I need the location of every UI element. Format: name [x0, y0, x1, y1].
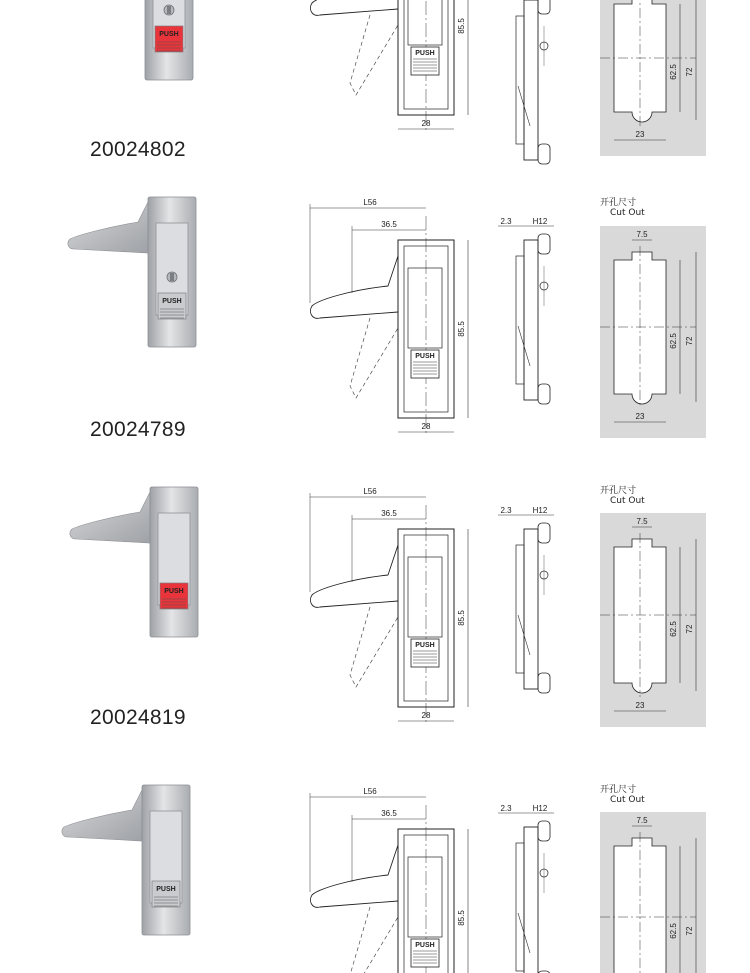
dimension-label: 23 [635, 701, 645, 710]
front-drawing-2 [310, 198, 468, 436]
front-drawing-3 [310, 487, 468, 725]
push-label: PUSH [415, 50, 435, 57]
dimension-label: H12 [532, 506, 548, 515]
dimension-label: 62.5 [669, 621, 678, 637]
keyhole-slot [167, 6, 171, 14]
front-drawing-1 [310, 0, 468, 133]
dimension-label: 2.3 [500, 804, 512, 813]
side-drawing-2 [498, 217, 554, 404]
push-label: PUSH [415, 942, 435, 949]
product-code-1: 20024802 [90, 138, 186, 161]
side-boss-top [538, 0, 550, 14]
side-drawing-3 [498, 506, 554, 693]
front-slot [408, 268, 442, 348]
dimension-label: 85.5 [457, 610, 466, 626]
handle-swing [350, 607, 398, 687]
dimension-label: 85.5 [457, 18, 466, 34]
dimension-label: 2.3 [500, 217, 512, 226]
side-flange [516, 843, 524, 971]
handle-outline [310, 256, 398, 318]
side-boss-top [538, 234, 550, 254]
product-code-3: 20024819 [90, 706, 186, 729]
front-slot [408, 0, 442, 45]
cutout-title-en: Cut Out [610, 795, 645, 805]
dimension-label: 72 [685, 67, 694, 77]
product-photo-2 [68, 197, 196, 347]
dimension-label: 72 [685, 926, 694, 936]
dimension-label: L56 [363, 787, 377, 796]
dimension-label: H12 [532, 804, 548, 813]
side-body [524, 529, 538, 689]
cutout-title-en: Cut Out [610, 208, 645, 218]
side-body [524, 240, 538, 400]
push-button-label: PUSH [156, 886, 176, 893]
side-boss-top [538, 523, 550, 543]
dimension-label: 28 [421, 119, 431, 128]
side-drawing-4 [498, 804, 554, 973]
dimension-label: L56 [363, 487, 377, 496]
product-photo-1 [145, 0, 193, 80]
push-label: PUSH [415, 642, 435, 649]
push-label: PUSH [415, 353, 435, 360]
dimension-label: 62.5 [669, 923, 678, 939]
side-flange [516, 256, 524, 384]
dimension-label: L56 [363, 198, 377, 207]
cutout-shape [614, 539, 666, 693]
dimension-label: 36.5 [381, 809, 397, 818]
dimension-label: 62.5 [669, 64, 678, 80]
handle [68, 202, 148, 253]
dimension-label: 2.3 [500, 506, 512, 515]
dimension-label: 28 [421, 422, 431, 431]
dimension-label: 62.5 [669, 333, 678, 349]
push-button-label: PUSH [162, 298, 182, 305]
dimension-label: 36.5 [381, 509, 397, 518]
side-flange [516, 16, 524, 144]
keyhole-slot [170, 273, 174, 281]
side-body [524, 827, 538, 973]
side-flange [516, 545, 524, 673]
dimension-label: 23 [635, 412, 645, 421]
dimension-label: 7.5 [636, 230, 648, 239]
side-drawing-1 [516, 0, 550, 164]
handle-swing [350, 907, 398, 973]
dimension-label: 7.5 [636, 816, 648, 825]
handle [70, 492, 150, 543]
cutout-panel-1 [600, 0, 706, 156]
cutout-title-en: Cut Out [610, 496, 645, 506]
cutout-panel-4 [600, 812, 706, 973]
front-slot [408, 857, 442, 937]
product-photo-4 [62, 785, 190, 935]
handle-outline [310, 545, 398, 607]
handle-swing [350, 318, 398, 398]
dimension-label: 72 [685, 624, 694, 634]
cutout-panel-2 [600, 226, 706, 438]
side-boss-bottom [538, 673, 550, 693]
side-boss-bottom [538, 144, 550, 164]
dimension-label: 7.5 [636, 517, 648, 526]
front-drawing-4 [310, 787, 468, 973]
dimension-label: 85.5 [457, 321, 466, 337]
dimension-label: 72 [685, 336, 694, 346]
cutout-title-cn: 开孔尺寸 [600, 785, 637, 795]
cutout-title-cn: 开孔尺寸 [600, 198, 637, 208]
handle [62, 790, 142, 841]
dimension-label: 85.5 [457, 910, 466, 926]
dimension-label: 23 [635, 130, 645, 139]
cutout-title-cn: 开孔尺寸 [600, 486, 637, 496]
product-code-2: 20024789 [90, 418, 186, 441]
dimension-label: 36.5 [381, 220, 397, 229]
push-button-label: PUSH [164, 588, 184, 595]
cutout-panel-3 [600, 513, 706, 727]
side-boss-bottom [538, 384, 550, 404]
product-photo-3 [70, 487, 198, 637]
handle-swing [350, 15, 398, 95]
front-slot [408, 557, 442, 637]
handle-outline [310, 0, 398, 15]
dimension-label: 28 [421, 711, 431, 720]
side-body [524, 0, 538, 160]
handle-outline [310, 845, 398, 907]
side-boss-top [538, 821, 550, 841]
push-button-label: PUSH [159, 31, 179, 38]
dimension-label: H12 [532, 217, 548, 226]
